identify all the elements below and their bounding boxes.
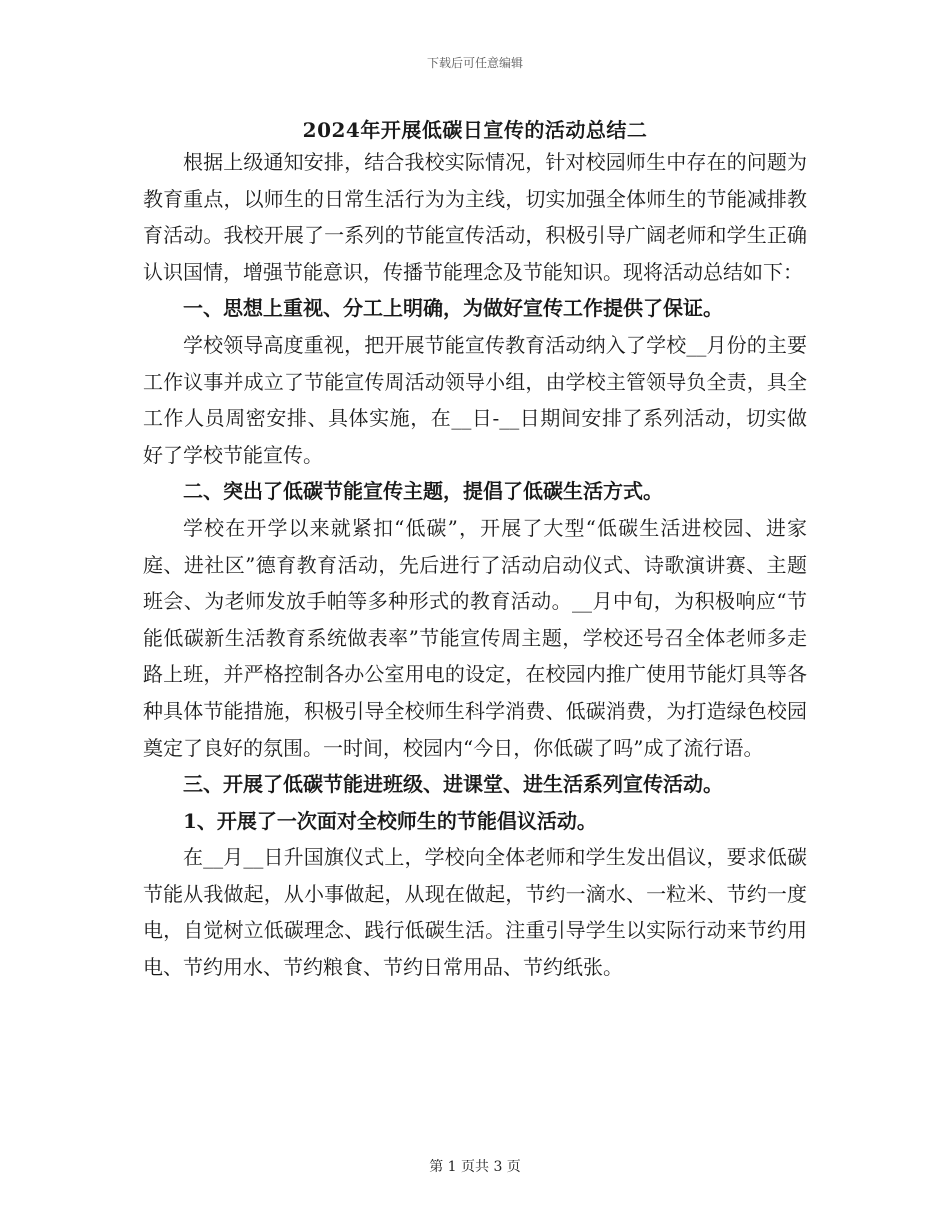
paragraph-section-3-1: 在__月__日升国旗仪式上，学校向全体老师和学生发出倡议，要求低碳节能从我做起，从小事做起，从现在做起，节约一滴水、一粒米、节约一度电，自觉树立低碳理念、践行低碳生活。注重引导学生以实际行动来节约用电、节约用水、节约粮食、节约日常用品、节约纸张。 (143, 845, 807, 980)
section-heading-1: 一、思想上重视、分工上明确，为做好宣传工作提供了保证。 (183, 296, 723, 321)
header-note: 下载后可任意编辑 (426, 56, 523, 70)
document-body (143, 144, 807, 986)
section-heading-2: 二、突出了低碳节能宣传主题，提倡了低碳生活方式。 (183, 479, 663, 504)
paragraph-section-1: 学校领导高度重视，把开展节能宣传教育活动纳入了学校__月份的主要工作议事并成立了节能宣传周活动领导小组，由学校主管领导负全责，具全工作人员周密安排、具体实施，在__日-__日期间安排了系列活动，切实做好了学校节能宣传。 (143, 332, 807, 467)
section-heading-3: 三、开展了低碳节能进班级、进课堂、进生活系列宣传活动。 (183, 772, 723, 797)
document-title: 2024年开展低碳日宣传的活动总结二 (302, 118, 648, 142)
paragraph-intro: 根据上级通知安排，结合我校实际情况，针对校园师生中存在的问题为教育重点，以师生的日常生活行为为主线，切实加强全体师生的节能减排教育活动。我校开展了一系列的节能宣传活动，积极引导广阔老师和学生正确认识国情，增强节能意识，传播节能理念及节能知识。现将活动总结如下： (143, 150, 807, 284)
paragraph-section-2: 学校在开学以来就紧扣“低碳”，开展了大型“低碳生活进校园、进家庭、进社区”德育教育活动，先后进行了活动启动仪式、诗歌演讲赛、主题班会、为老师发放手帕等多种形式的教育活动。__月中旬，为积极响应“节能低碳新生活教育系统做表率”节能宣传周主题，学校还号召全体老师多走路上班，并严格控制各办公室用电的设定，在校园内推广使用节能灯具等各种具体节能措施，积极引导全校师生科学消费、低碳消费，为打造绿色校园奠定了良好的氛围。一时间，校园内“今日，你低碳了吗”成了流行语。 (143, 515, 807, 760)
subsection-heading-3-1: 1、开展了一次面对全校师生的节能倡议活动。 (183, 808, 597, 833)
page-number: 第 1 页共 3 页 (429, 1159, 521, 1175)
